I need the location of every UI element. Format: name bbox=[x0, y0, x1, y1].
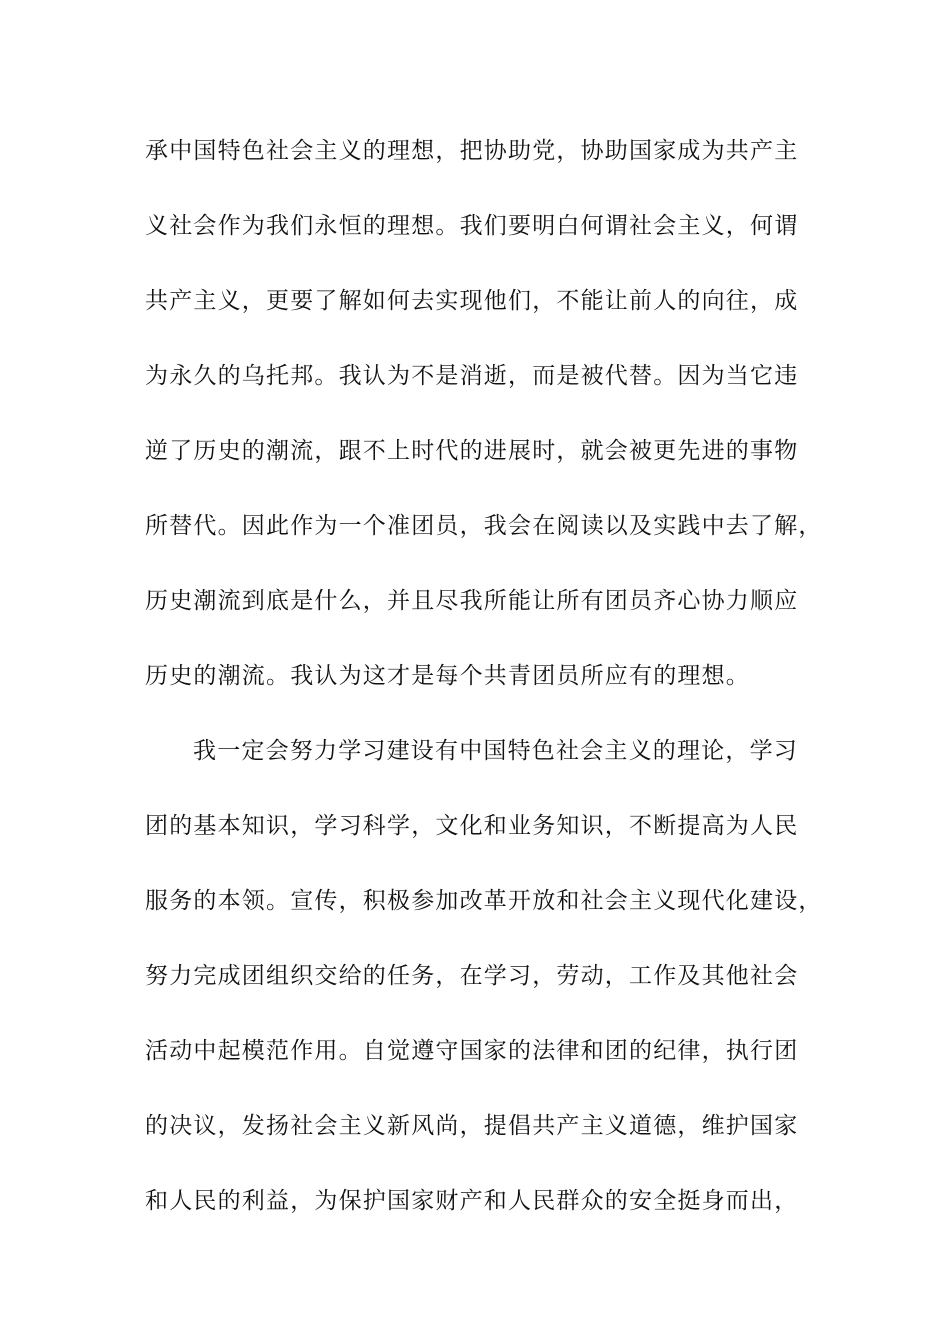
text-line: 服务的本领。宣传，积极参加改革开放和社会主义现代化建设， bbox=[145, 888, 823, 914]
text-line: 的决议，发扬社会主义新风尚，提倡共产主义道德，维护国家 bbox=[145, 1113, 799, 1139]
text-line: 义社会作为我们永恒的理想。我们要明白何谓社会主义，何谓 bbox=[145, 213, 799, 239]
paragraph-first-line: 我一定会努力学习建设有中国特色社会主义的理论，学习 bbox=[193, 738, 798, 764]
text-line: 和人民的利益，为保护国家财产和人民群众的安全挺身而出， bbox=[145, 1188, 799, 1214]
text-line: 历史潮流到底是什么，并且尽我所能让所有团员齐心协力顺应 bbox=[145, 588, 799, 614]
text-line: 逆了历史的潮流，跟不上时代的进展时，就会被更先进的事物 bbox=[145, 438, 799, 464]
text-line: 所替代。因此作为一个准团员，我会在阅读以及实践中去了解， bbox=[145, 513, 823, 539]
text-line: 历史的潮流。我认为这才是每个共青团员所应有的理想。 bbox=[145, 663, 750, 689]
text-line: 努力完成团组织交给的任务，在学习，劳动，工作及其他社会 bbox=[145, 963, 799, 989]
text-line: 活动中起模范作用。自觉遵守国家的法律和团的纪律，执行团 bbox=[145, 1038, 799, 1064]
text-line: 团的基本知识，学习科学，文化和业务知识，不断提高为人民 bbox=[145, 813, 799, 839]
text-line: 承中国特色社会主义的理想，把协助党，协助国家成为共产主 bbox=[145, 138, 799, 164]
text-line: 共产主义，更要了解如何去实现他们，不能让前人的向往，成 bbox=[145, 288, 799, 314]
text-line: 为永久的乌托邦。我认为不是消逝，而是被代替。因为当它违 bbox=[145, 363, 799, 389]
